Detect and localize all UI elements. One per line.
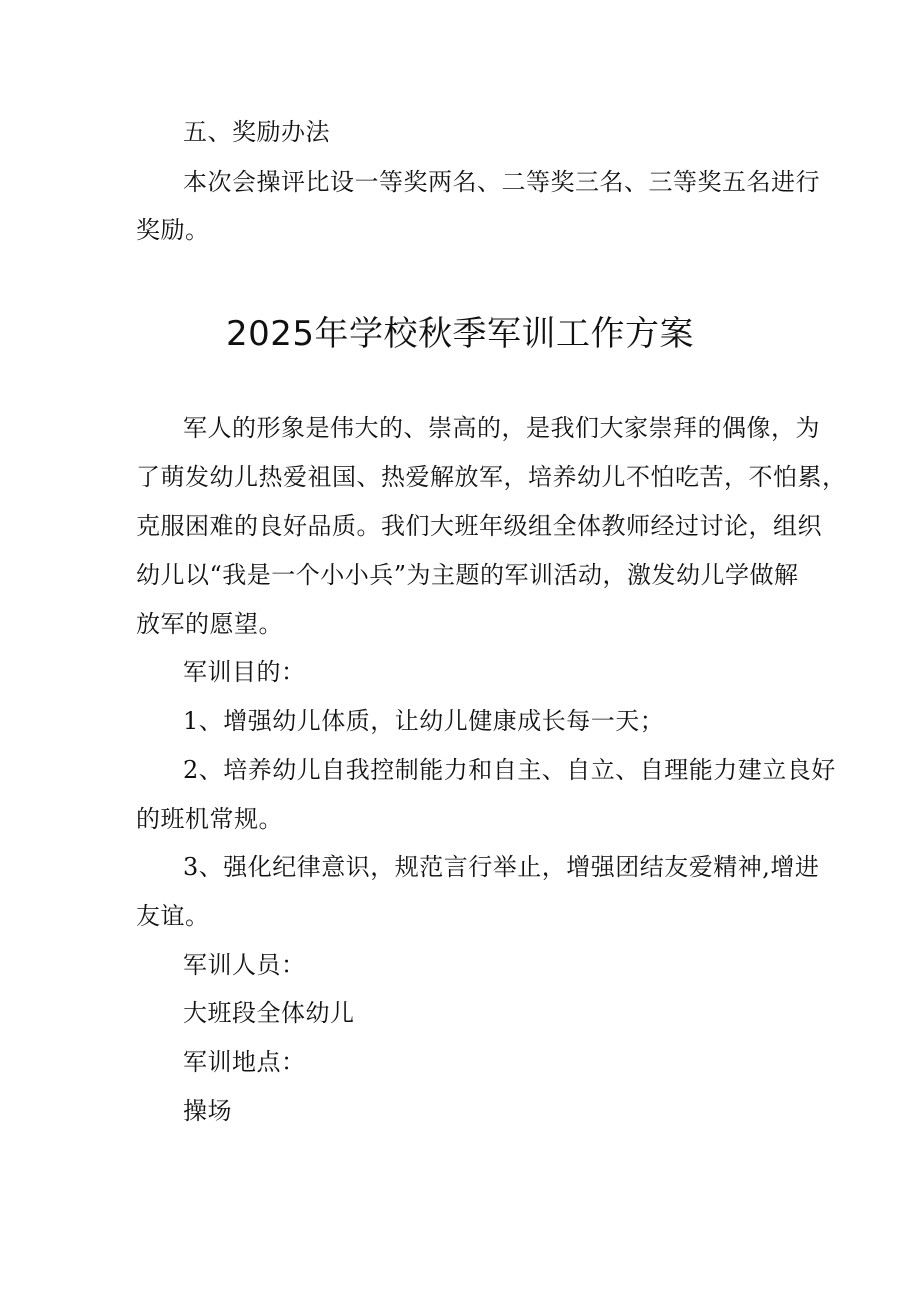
purpose-heading: 军训目的： <box>183 658 306 686</box>
intro-paragraph-line-3: 克服困难的良好品质。我们大班年级组全体教师经过讨论，组织 <box>136 512 822 540</box>
purpose-item-1: 1、增强幼儿体质，让幼儿健康成长每一天； <box>183 707 665 735</box>
section-heading-rewards: 五、奖励办法 <box>183 118 330 146</box>
document-title: 2025年学校秋季军训工作方案 <box>225 314 695 354</box>
intro-paragraph-line-4: 幼儿以“我是一个小小兵”为主题的军训活动，激发幼儿学做解 <box>136 561 799 589</box>
purpose-item-2-line-1: 2、培养幼儿自我控制能力和自主、自立、自理能力建立良好 <box>183 756 836 784</box>
purpose-item-3-line-2: 友谊。 <box>136 902 210 930</box>
purpose-item-2-line-2: 的班机常规。 <box>136 805 283 833</box>
intro-paragraph-line-1: 军人的形象是伟大的、崇高的，是我们大家崇拜的偶像，为 <box>183 414 820 442</box>
rewards-paragraph-line-1: 本次会操评比设一等奖两名、二等奖三名、三等奖五名进行 <box>183 168 820 196</box>
personnel-value: 大班段全体幼儿 <box>183 999 355 1027</box>
purpose-item-3-line-1: 3、强化纪律意识，规范言行举止，增强团结友爱精神,增进 <box>183 853 820 881</box>
intro-paragraph-line-2: 了萌发幼儿热爱祖国、热爱解放军，培养幼儿不怕吃苦，不怕累， <box>136 463 847 491</box>
location-heading: 军训地点： <box>183 1048 306 1076</box>
intro-paragraph-line-5: 放军的愿望。 <box>136 610 283 638</box>
rewards-paragraph-line-2: 奖励。 <box>136 216 210 244</box>
location-value: 操场 <box>183 1097 232 1125</box>
personnel-heading: 军训人员： <box>183 951 306 979</box>
